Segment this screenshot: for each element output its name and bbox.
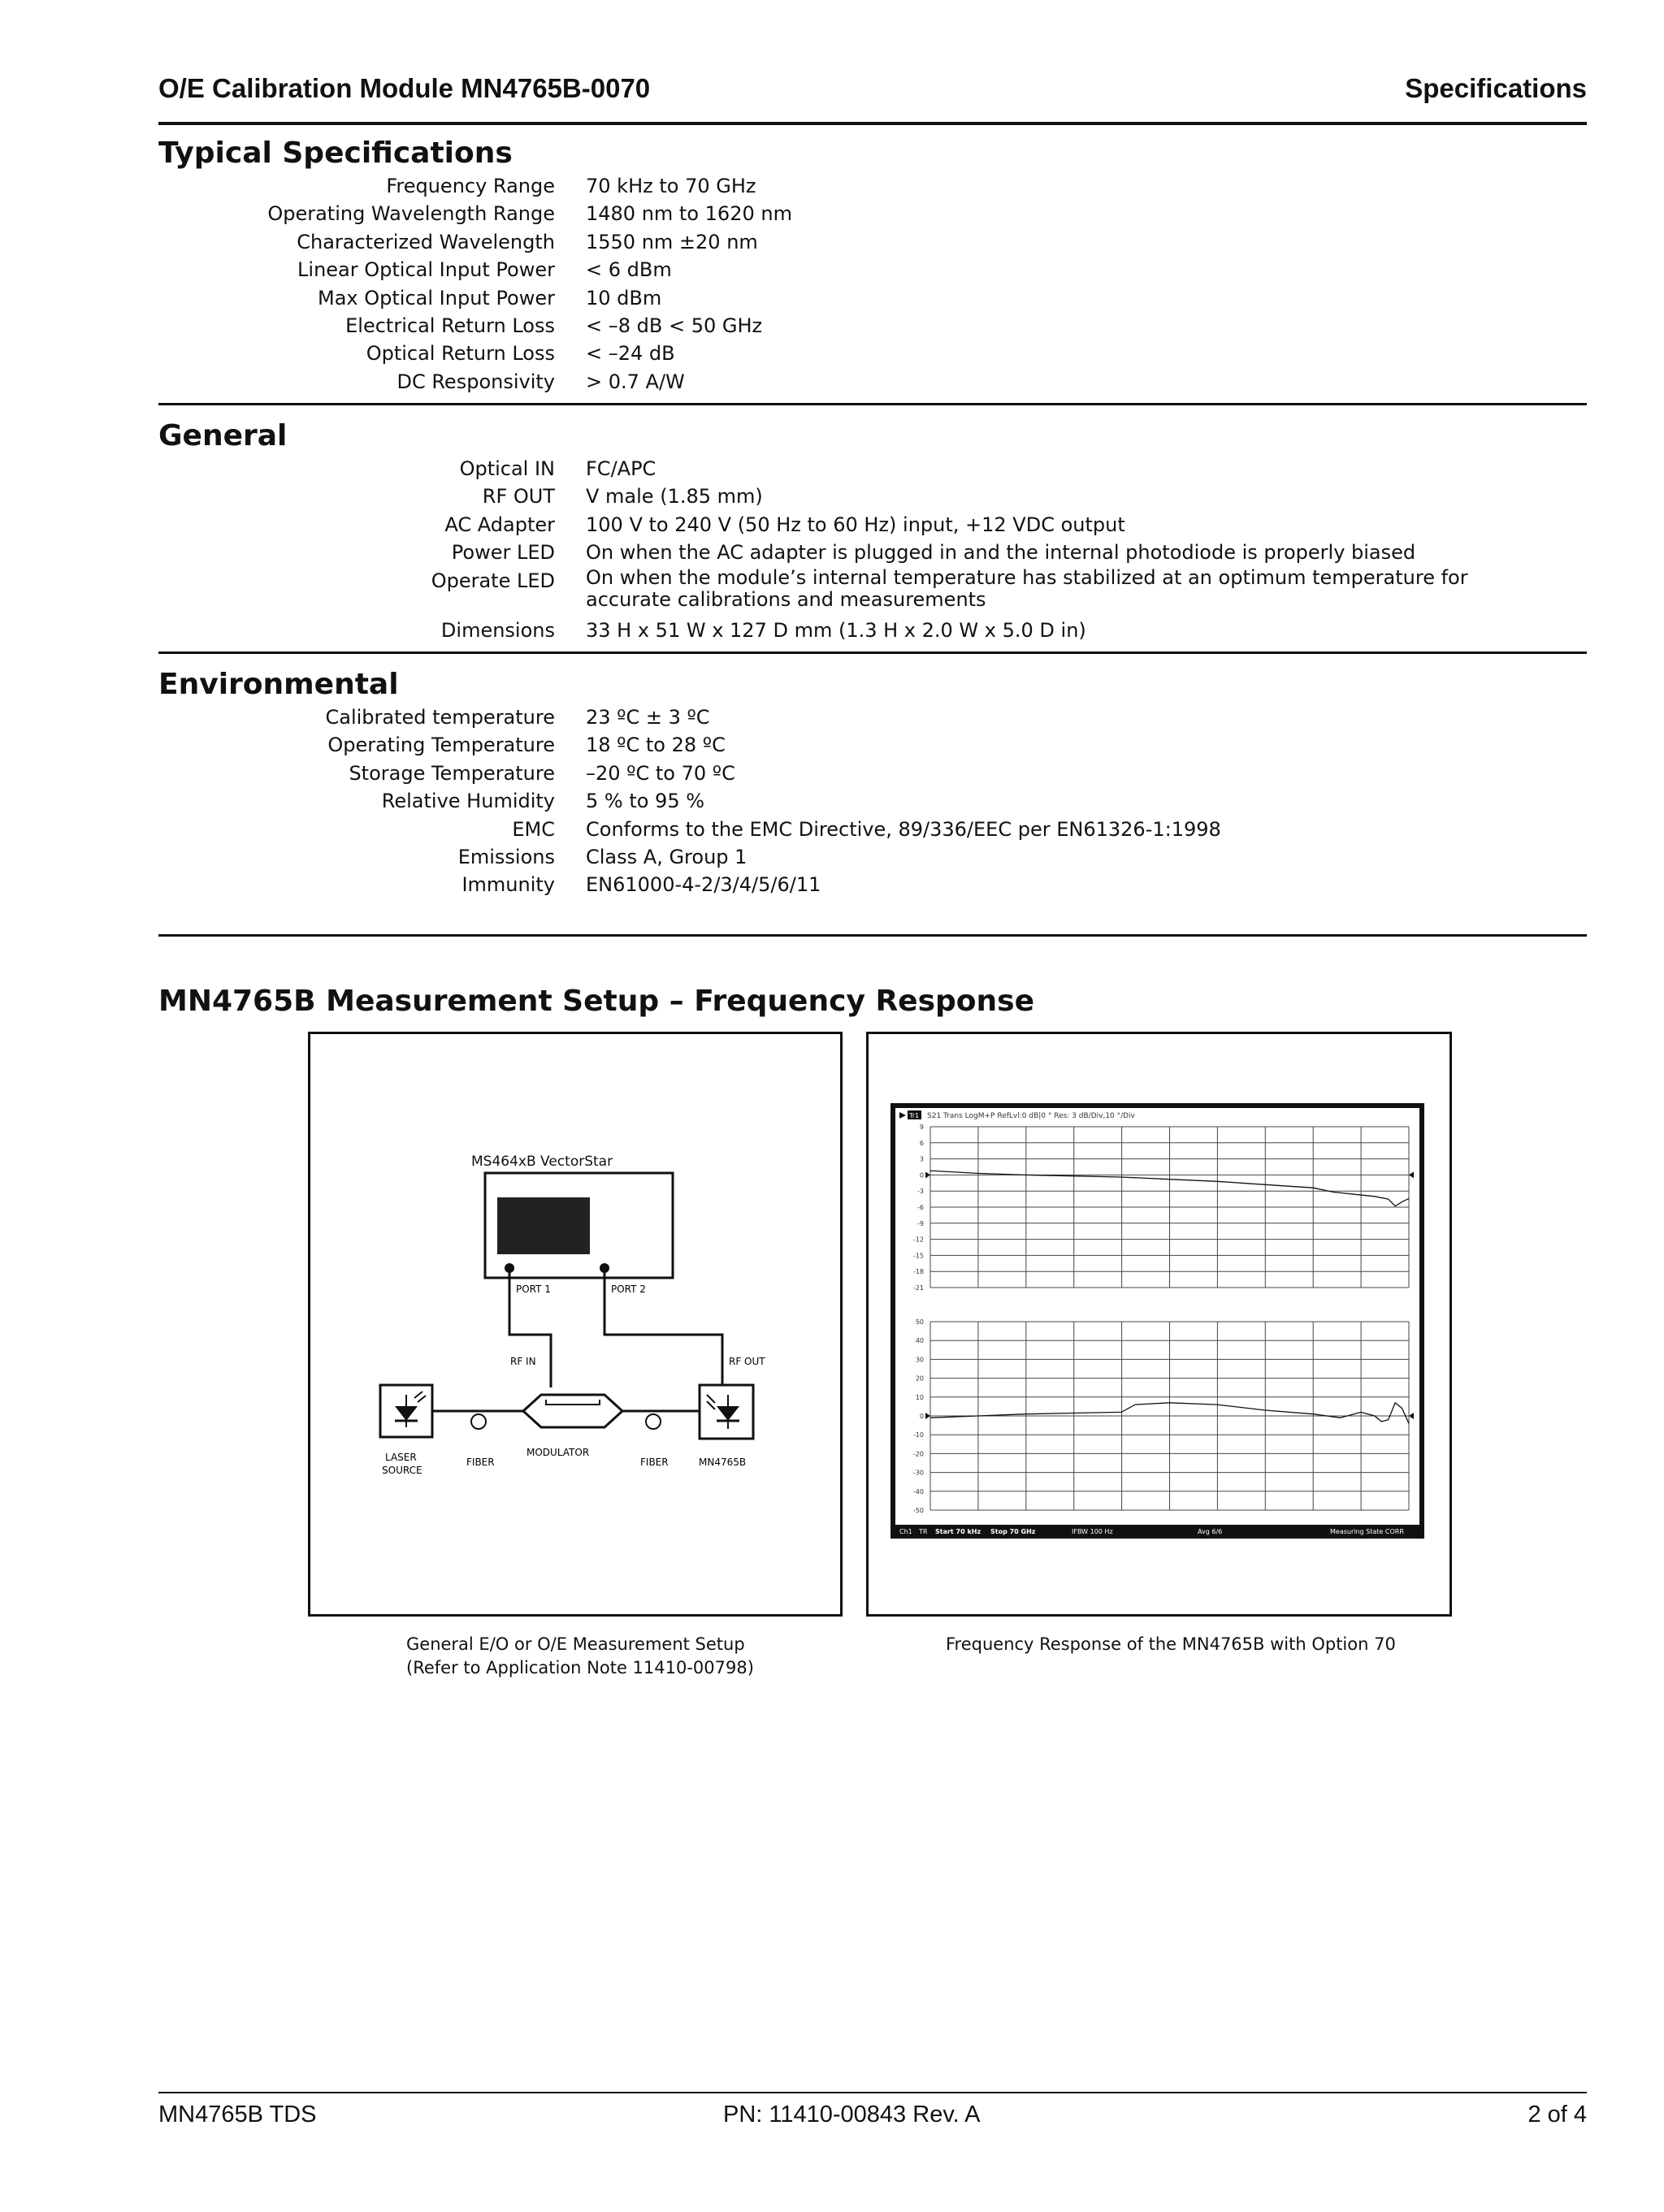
figure-section-title: MN4765B Measurement Setup – Frequency Response: [158, 985, 1034, 1018]
spec-row: [158, 567, 1587, 617]
spec-label: Emissions: [457, 846, 555, 869]
status-start: Start 70 kHz: [935, 1528, 982, 1535]
status-trace: TR: [919, 1528, 928, 1535]
rf-out-label: RF OUT: [729, 1356, 765, 1367]
left-figure-caption: [406, 1633, 754, 1680]
spec-value: > 0.7 A/W: [586, 370, 685, 393]
spec-value: EN61000-4-2/3/4/5/6/11: [586, 873, 821, 897]
spec-label: AC Adapter: [444, 513, 555, 536]
spec-row: [158, 617, 1587, 644]
port1-label: PORT 1: [516, 1283, 551, 1295]
y-tick-label: -50: [912, 1507, 924, 1514]
spec-label: Power LED: [451, 541, 555, 565]
footer-part-number: PN: 11410-00843 Rev. A: [723, 2102, 981, 2128]
spec-value: 70 kHz to 70 GHz: [586, 175, 756, 197]
caption-line-1: General E/O or O/E Measurement Setup: [406, 1634, 745, 1654]
y-tick-label: 0: [919, 1413, 924, 1420]
y-tick-label: 10: [915, 1393, 924, 1401]
spec-row: [158, 539, 1587, 566]
spec-value: 1550 nm ±20 nm: [586, 230, 758, 253]
analyzer-display: [893, 1106, 1422, 1536]
spec-row: [158, 787, 1587, 815]
y-tick-label: 50: [915, 1318, 924, 1326]
spec-value: 100 V to 240 V (50 Hz to 60 Hz) input, +12 VDC output: [586, 513, 1125, 536]
divider: [158, 651, 1587, 654]
divider: [158, 403, 1587, 405]
spec-table: [158, 455, 1587, 644]
rf-in-label: RF IN: [510, 1356, 536, 1367]
spec-label: EMC: [512, 817, 555, 841]
y-tick-label: -6: [917, 1204, 924, 1211]
spec-row: [158, 703, 1587, 731]
y-tick-label: -15: [912, 1252, 924, 1260]
spec-row: [158, 731, 1587, 759]
y-tick-label: 9: [919, 1123, 924, 1131]
status-avg: Avg 6/6: [1198, 1528, 1223, 1535]
spec-table: [158, 172, 1587, 396]
spec-row: [158, 483, 1587, 510]
y-tick-label: 20: [915, 1374, 924, 1383]
spec-label: Optical Return Loss: [366, 342, 555, 366]
spec-label: Linear Optical Input Power: [297, 258, 555, 282]
spec-row: [158, 228, 1587, 256]
spec-value: 18 ºC to 28 ºC: [586, 734, 726, 757]
spec-value: 23 ºC ± 3 ºC: [586, 706, 710, 729]
spec-label: DC Responsivity: [396, 370, 555, 393]
y-tick-label: -40: [912, 1487, 924, 1496]
spec-label: Relative Humidity: [381, 790, 555, 813]
spec-value: –20 ºC to 70 ºC: [586, 761, 735, 785]
spec-value: < –8 dB < 50 GHz: [586, 314, 763, 338]
section-title: Environmental: [158, 668, 399, 701]
trace-label: Tr1: [909, 1112, 920, 1119]
spec-table: [158, 703, 1587, 899]
spec-value: < –24 dB: [586, 342, 675, 366]
spec-value: 1480 nm to 1620 nm: [586, 202, 792, 226]
spec-value: Class A, Group 1: [586, 846, 748, 869]
fiber-label-1: FIBER: [466, 1457, 495, 1468]
right-figure-caption: Frequency Response of the MN4765B with Option 70: [946, 1634, 1396, 1654]
spec-row: [158, 455, 1587, 483]
spec-value: Conforms to the EMC Directive, 89/336/EEC per EN61326-1:1998: [586, 817, 1221, 841]
footer-page-number: 2 of 4: [1528, 2102, 1587, 2128]
y-tick-label: 3: [919, 1155, 924, 1163]
footer-doc: MN4765B TDS: [158, 2102, 317, 2128]
spec-label: Operating Wavelength Range: [267, 202, 555, 226]
fiber-label-2: FIBER: [640, 1457, 669, 1468]
y-tick-label: -21: [912, 1284, 924, 1292]
y-tick-label: -12: [912, 1236, 924, 1244]
y-tick-label: -18: [912, 1268, 924, 1276]
y-tick-label: -30: [912, 1469, 924, 1477]
status-stop: Stop 70 GHz: [990, 1528, 1036, 1535]
divider: [158, 934, 1587, 937]
spec-label: Operate LED: [431, 569, 555, 592]
section-label: Specifications: [1405, 73, 1587, 103]
spec-label: Frequency Range: [386, 175, 555, 197]
spec-label: Immunity: [462, 873, 555, 897]
port2-label: PORT 2: [611, 1283, 646, 1295]
section-title: Typical Specifications: [158, 136, 513, 170]
spec-label: Calibrated temperature: [325, 706, 555, 729]
status-state: Measuring State CORR: [1330, 1528, 1404, 1535]
y-tick-label: -3: [917, 1188, 924, 1196]
spec-row: [158, 340, 1587, 367]
section-title: General: [158, 419, 288, 452]
spec-row: [158, 256, 1587, 284]
spec-label: Characterized Wavelength: [297, 230, 555, 253]
spec-value: < 6 dBm: [586, 258, 672, 282]
instrument-label: MS464xB VectorStar: [471, 1154, 613, 1170]
frequency-response-chart: [869, 1034, 1450, 1614]
spec-label: Storage Temperature: [349, 761, 555, 785]
chart-frame: [866, 1032, 1452, 1617]
spec-label: Operating Temperature: [327, 734, 555, 757]
spec-row: [158, 284, 1587, 312]
y-tick-label: 30: [915, 1356, 924, 1364]
y-tick-label: 0: [919, 1171, 924, 1180]
modulator-icon: [523, 1395, 622, 1427]
spec-label: Electrical Return Loss: [345, 314, 555, 338]
chart-title: S21 Trans LogM+P RefLvl:0 dB|0 ° Res: 3 dB/Div,10 °/Div: [927, 1112, 1135, 1120]
spec-value: FC/APC: [586, 457, 656, 480]
y-tick-label: -9: [917, 1219, 924, 1227]
spec-row: [158, 172, 1587, 200]
vna-screen: [497, 1197, 590, 1254]
spec-value: On when the AC adapter is plugged in and the internal photodiode is properly biased: [586, 541, 1416, 565]
page-header: [158, 68, 1587, 125]
modulator-label: MODULATOR: [526, 1447, 590, 1458]
spec-label: Dimensions: [440, 618, 555, 642]
spec-row: [158, 871, 1587, 898]
spec-row: [158, 760, 1587, 787]
mn4765b-label: MN4765B: [699, 1457, 747, 1468]
laser-label-1: LASER: [385, 1452, 417, 1463]
setup-diagram-frame: [308, 1032, 843, 1617]
spec-label: RF OUT: [482, 485, 555, 509]
page-footer: [158, 2092, 1587, 2128]
spec-value: 10 dBm: [586, 286, 662, 310]
spec-row: [158, 511, 1587, 539]
status-ifbw: IFBW 100 Hz: [1072, 1528, 1113, 1535]
laser-label-2: SOURCE: [382, 1465, 422, 1476]
caption-line-2: (Refer to Application Note 11410-00798): [406, 1658, 754, 1677]
y-tick-label: 40: [915, 1337, 924, 1345]
status-channel: Ch1: [899, 1528, 912, 1535]
spec-row: [158, 816, 1587, 843]
spec-label: Optical IN: [459, 457, 555, 480]
spec-value: V male (1.85 mm): [586, 485, 763, 509]
spec-value: 33 H x 51 W x 127 D mm (1.3 H x 2.0 W x 5.0 D in): [586, 618, 1086, 642]
y-tick-label: 6: [919, 1139, 924, 1147]
spec-value: On when the module’s internal temperature has stabilized at an optimum temperature for accurate calibrations and measurements: [586, 565, 1468, 611]
spec-row: [158, 200, 1587, 227]
fiber-coil-1: [471, 1414, 486, 1429]
fiber-coil-2: [646, 1414, 661, 1429]
spec-label: Max Optical Input Power: [318, 286, 555, 310]
y-tick-label: -20: [912, 1450, 924, 1458]
spec-row: [158, 312, 1587, 340]
spec-value: 5 % to 95 %: [586, 790, 705, 813]
doc-title: O/E Calibration Module MN4765B-0070: [158, 73, 651, 103]
setup-diagram: [310, 1034, 840, 1614]
y-tick-label: -10: [912, 1431, 924, 1439]
spec-row: [158, 368, 1587, 396]
spec-row: [158, 843, 1587, 871]
